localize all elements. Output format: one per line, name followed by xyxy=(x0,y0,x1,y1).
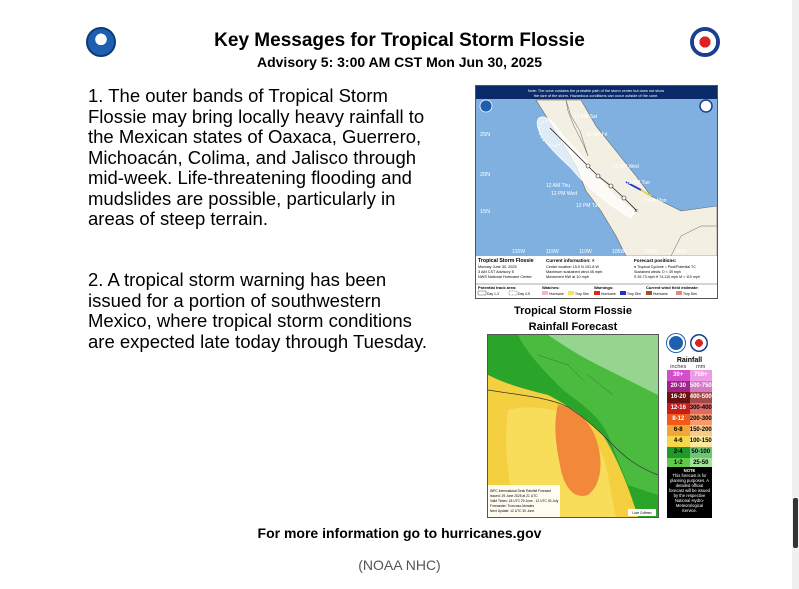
rain-key-row xyxy=(667,381,712,392)
cone-storm-name: Tropical Storm Flossie xyxy=(478,258,534,264)
rain-key-row xyxy=(667,436,712,447)
rain-map-svg xyxy=(488,335,658,517)
cone-graphic xyxy=(475,85,718,299)
lat-label: 20N xyxy=(480,172,491,178)
rain-key xyxy=(667,357,712,469)
rain-key-unit-inches: inches xyxy=(670,364,687,370)
image-credit: (NOAA NHC) xyxy=(358,557,441,573)
rain-key-mm: 400-500 xyxy=(690,392,713,403)
rain-footer-line: Issued: 29 June 2025 at 21 UTC xyxy=(490,494,538,498)
lon-label: 105W xyxy=(612,249,626,255)
rain-key-row xyxy=(667,447,712,458)
rain-map xyxy=(487,334,659,518)
lat-label: 15N xyxy=(480,209,491,215)
forecast-info: ● Tropical Cyclone ○ Post/Potential TC xyxy=(634,265,696,269)
advisory-subtitle: Advisory 5: 3:00 AM CST Mon Jun 30, 2025 xyxy=(256,54,542,70)
forecast-info: S 39-73 mph H 74-110 mph M > 110 mph xyxy=(634,275,700,279)
rain-key-inches: 12-16 xyxy=(667,403,690,414)
rain-key-inches: 8-12 xyxy=(667,414,690,425)
cone-info: 3 AM CST Advisory 5 xyxy=(478,270,514,274)
legend-item: Hurricane xyxy=(653,292,668,296)
lon-label: 100W xyxy=(644,249,658,255)
cone-note-line: the size of the storm. Hazardous conditions can occur outside of the cone. xyxy=(533,94,659,98)
rain-note-title: NOTE xyxy=(683,468,696,473)
track-label: 12 AM Sat xyxy=(574,114,598,120)
page-title: Key Messages for Tropical Storm Flossie xyxy=(214,30,585,51)
track-label: 12 PM Wed xyxy=(551,191,578,197)
rain-badge: Love Coffmex xyxy=(632,511,652,515)
rain-key-inches: 4-6 xyxy=(667,436,690,447)
rain-key-inches: 16-20 xyxy=(667,392,690,403)
rain-key-row xyxy=(667,414,712,425)
rain-note xyxy=(667,467,712,518)
rain-key-mm: 300-400 xyxy=(690,403,713,414)
current-info: Maximum sustained wind 45 mph xyxy=(546,270,603,274)
legend-wind-title: Current wind field estimate: xyxy=(646,285,699,290)
rain-key-mm: 150-200 xyxy=(690,425,713,436)
rain-key-inches: 30+ xyxy=(667,370,690,381)
legend-watches-title: Watches: xyxy=(542,285,560,290)
rain-key-inches: 20-30 xyxy=(667,381,690,392)
legend-track-title: Potential track area: xyxy=(478,285,517,290)
current-info: Center location 15.0 N 101.8 W xyxy=(546,265,599,269)
track-label: 12 AM Tue xyxy=(626,180,650,186)
rain-key-mm: 100-150 xyxy=(690,436,713,447)
rain-key-title: Rainfall xyxy=(676,357,703,364)
legend-item: Hurricane xyxy=(549,292,564,296)
rain-key-mm: 25-50 xyxy=(690,458,713,469)
rain-key-row xyxy=(667,392,712,403)
rain-graphic-title-1: Tropical Storm Flossie xyxy=(514,305,632,317)
legend-item: Trop Stm xyxy=(683,292,697,296)
noaa-logo-rain xyxy=(667,334,685,352)
rain-footer-line: Forecaster: Troncoso-Morales xyxy=(490,504,534,508)
forecast-info: Sustained winds: D < 39 mph xyxy=(634,270,681,274)
storm-center-marker: × xyxy=(633,208,639,215)
rain-key-inches: 2-4 xyxy=(667,447,690,458)
track-label: 12 AM Fri xyxy=(586,132,608,138)
more-info-text: For more information go to hurricanes.gov xyxy=(257,525,542,541)
forecast-positions-title: Forecast positions: xyxy=(634,258,677,263)
rain-footer-line: Next Update: 12 UTC 30 June xyxy=(490,509,535,513)
track-label: 12 AM Thu xyxy=(546,183,571,189)
nws-logo-rain xyxy=(690,334,708,352)
rain-key-row xyxy=(667,370,712,381)
noaa-logo-small xyxy=(480,100,492,112)
legend-item: Hurricane xyxy=(601,292,616,296)
rain-key-mm: 500-750 xyxy=(690,381,713,392)
rain-key-inches: 6-8 xyxy=(667,425,690,436)
legend-warnings-title: Warnings: xyxy=(594,285,614,290)
lon-label: 95W xyxy=(676,249,687,255)
nws-logo-small xyxy=(700,100,712,112)
cone-note-line: Note: The cone contains the probable path of the storm center but does not show xyxy=(527,89,665,93)
key-message-1: 1. The outer bands of Tropical Storm Flossie may bring locally heavy rainfall to the Mexican states of Oaxaca, Guerrero, Michoacán, Colima, and Jalisco through mid-week. Life-threatening flooding and mudslides are possible, particularly in areas of steep terrain. xyxy=(88,85,425,229)
scrollbar-thumb[interactable] xyxy=(793,498,798,548)
rain-key-mm: 200-300 xyxy=(690,414,713,425)
lon-label: 110W xyxy=(579,249,592,255)
lat-label: 25N xyxy=(480,132,491,138)
cone-info: NWS National Hurricane Center xyxy=(478,275,532,279)
rain-key-row xyxy=(667,425,712,436)
rain-graphic-title-2: Rainfall Forecast xyxy=(528,321,618,333)
rain-key-unit-mm: mm xyxy=(696,364,706,370)
track-label: 3 AM Mon xyxy=(644,198,667,204)
cone-info: Monday June 30, 2025 xyxy=(478,265,517,269)
track-label: 12 PM Tue xyxy=(576,203,601,209)
rain-footer-line: Valid Times: 18 UTC 29 June - 12 UTC 03 July xyxy=(490,499,559,503)
legend-item: Trop Stm xyxy=(627,292,641,296)
legend-item: Trop Stm xyxy=(575,292,589,296)
current-info-title: Current information: × xyxy=(546,258,595,263)
lon-label: 115W xyxy=(546,249,559,255)
rain-key-mm: 50-100 xyxy=(690,447,713,458)
rain-key-mm: 750+ xyxy=(690,370,713,381)
lon-label: 120W xyxy=(512,249,526,255)
rain-key-row xyxy=(667,403,712,414)
current-info: Movement NW at 10 mph xyxy=(546,275,590,279)
legend-item: Day 4-5 xyxy=(518,292,530,296)
cone-map xyxy=(476,86,717,298)
rain-note-text: This forecast is for planning purposes. A detailed official forecast will be issued by the respective National Hydro-Meteorological Service. xyxy=(669,473,710,513)
rain-footer-line: WPC International Desk Rainfall Forecast xyxy=(490,489,551,493)
legend-item: Day 1-3 xyxy=(487,292,499,296)
rain-key-inches: 1-2 xyxy=(667,458,690,469)
track-label: 12 AM Wed xyxy=(613,164,639,170)
key-message-2: 2. A tropical storm warning has been issued for a portion of southwestern Mexico, where tropical storm conditions are expected late today through Tuesday. xyxy=(88,269,428,352)
